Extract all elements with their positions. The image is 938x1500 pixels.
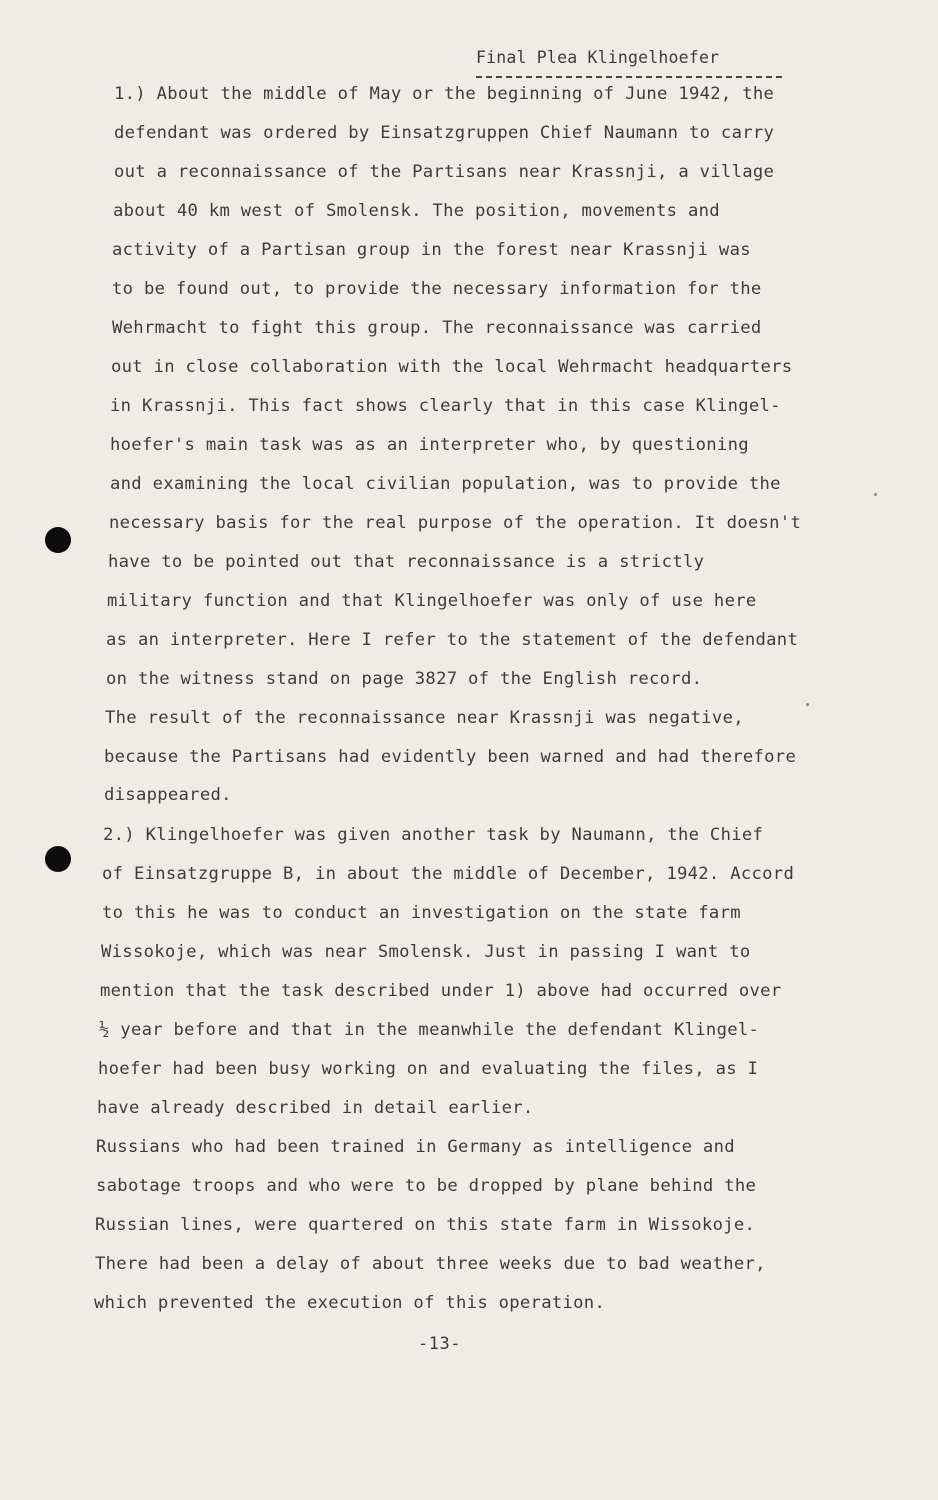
text-line: because the Partisans had evidently been warned and had therefore [104, 747, 797, 767]
text-line: military function and that Klingelhoefer was only of use here [107, 591, 757, 611]
text-line: hoefer had been busy working on and evaluating the files, as I [98, 1059, 759, 1079]
text-line: as an interpreter. Here I refer to the statement of the defendant [106, 630, 799, 650]
text-line: disappeared. [104, 785, 232, 805]
text-line: sabotage troops and who were to be dropped by plane behind the [96, 1176, 757, 1196]
page-number: -13- [418, 1334, 461, 1354]
text-line: Russian lines, were quartered on this state farm in Wissokoje. [95, 1215, 756, 1235]
text-line: to be found out, to provide the necessary information for the [112, 279, 762, 299]
text-line: The result of the reconnaissance near Krassnji was negative, [105, 708, 744, 728]
text-line: of Einsatzgruppe B, in about the middle of December, 1942. Accord [102, 864, 795, 884]
text-line: in Krassnji. This fact shows clearly that in this case Klingel- [110, 396, 781, 416]
text-line: have already described in detail earlier. [97, 1098, 534, 1118]
text-line: about 40 km west of Smolensk. The position, movements and [113, 201, 720, 221]
text-line: which prevented the execution of this operation. [94, 1293, 606, 1313]
paper-speck [874, 493, 877, 496]
text-line: out in close collaboration with the local Wehrmacht headquarters [111, 357, 793, 377]
text-line: hoefer's main task was as an interpreter who, by questioning [110, 435, 749, 455]
text-line: 1.) About the middle of May or the beginning of June 1942, the [114, 84, 775, 104]
punch-hole-bottom [45, 846, 71, 872]
text-line: have to be pointed out that reconnaissance is a strictly [108, 552, 705, 572]
text-line: defendant was ordered by Einsatzgruppen Chief Naumann to carry [114, 123, 775, 143]
title-underline [476, 76, 782, 78]
paper-speck [806, 703, 809, 706]
text-line: 2.) Klingelhoefer was given another task by Naumann, the Chief [103, 825, 764, 845]
document-title: Final Plea Klingelhoefer [476, 48, 720, 67]
text-line: Russians who had been trained in Germany as intelligence and [96, 1137, 735, 1157]
text-line: There had been a delay of about three weeks due to bad weather, [95, 1254, 766, 1274]
text-line: to this he was to conduct an investigation on the state farm [102, 903, 741, 923]
text-line: out a reconnaissance of the Partisans near Krassnji, a village [114, 162, 775, 182]
text-line: activity of a Partisan group in the forest near Krassnji was [112, 240, 751, 260]
text-line: Wehrmacht to fight this group. The reconnaissance was carried [112, 318, 762, 338]
text-line: Wissokoje, which was near Smolensk. Just in passing I want to [101, 942, 751, 962]
text-line: mention that the task described under 1) above had occurred over [100, 981, 782, 1001]
text-line: necessary basis for the real purpose of the operation. It doesn't [109, 513, 802, 533]
punch-hole-top [45, 527, 71, 553]
text-line: on the witness stand on page 3827 of the English record. [106, 669, 703, 689]
text-line: ½ year before and that in the meanwhile the defendant Klingel- [99, 1020, 760, 1040]
text-line: and examining the local civilian population, was to provide the [110, 474, 781, 494]
